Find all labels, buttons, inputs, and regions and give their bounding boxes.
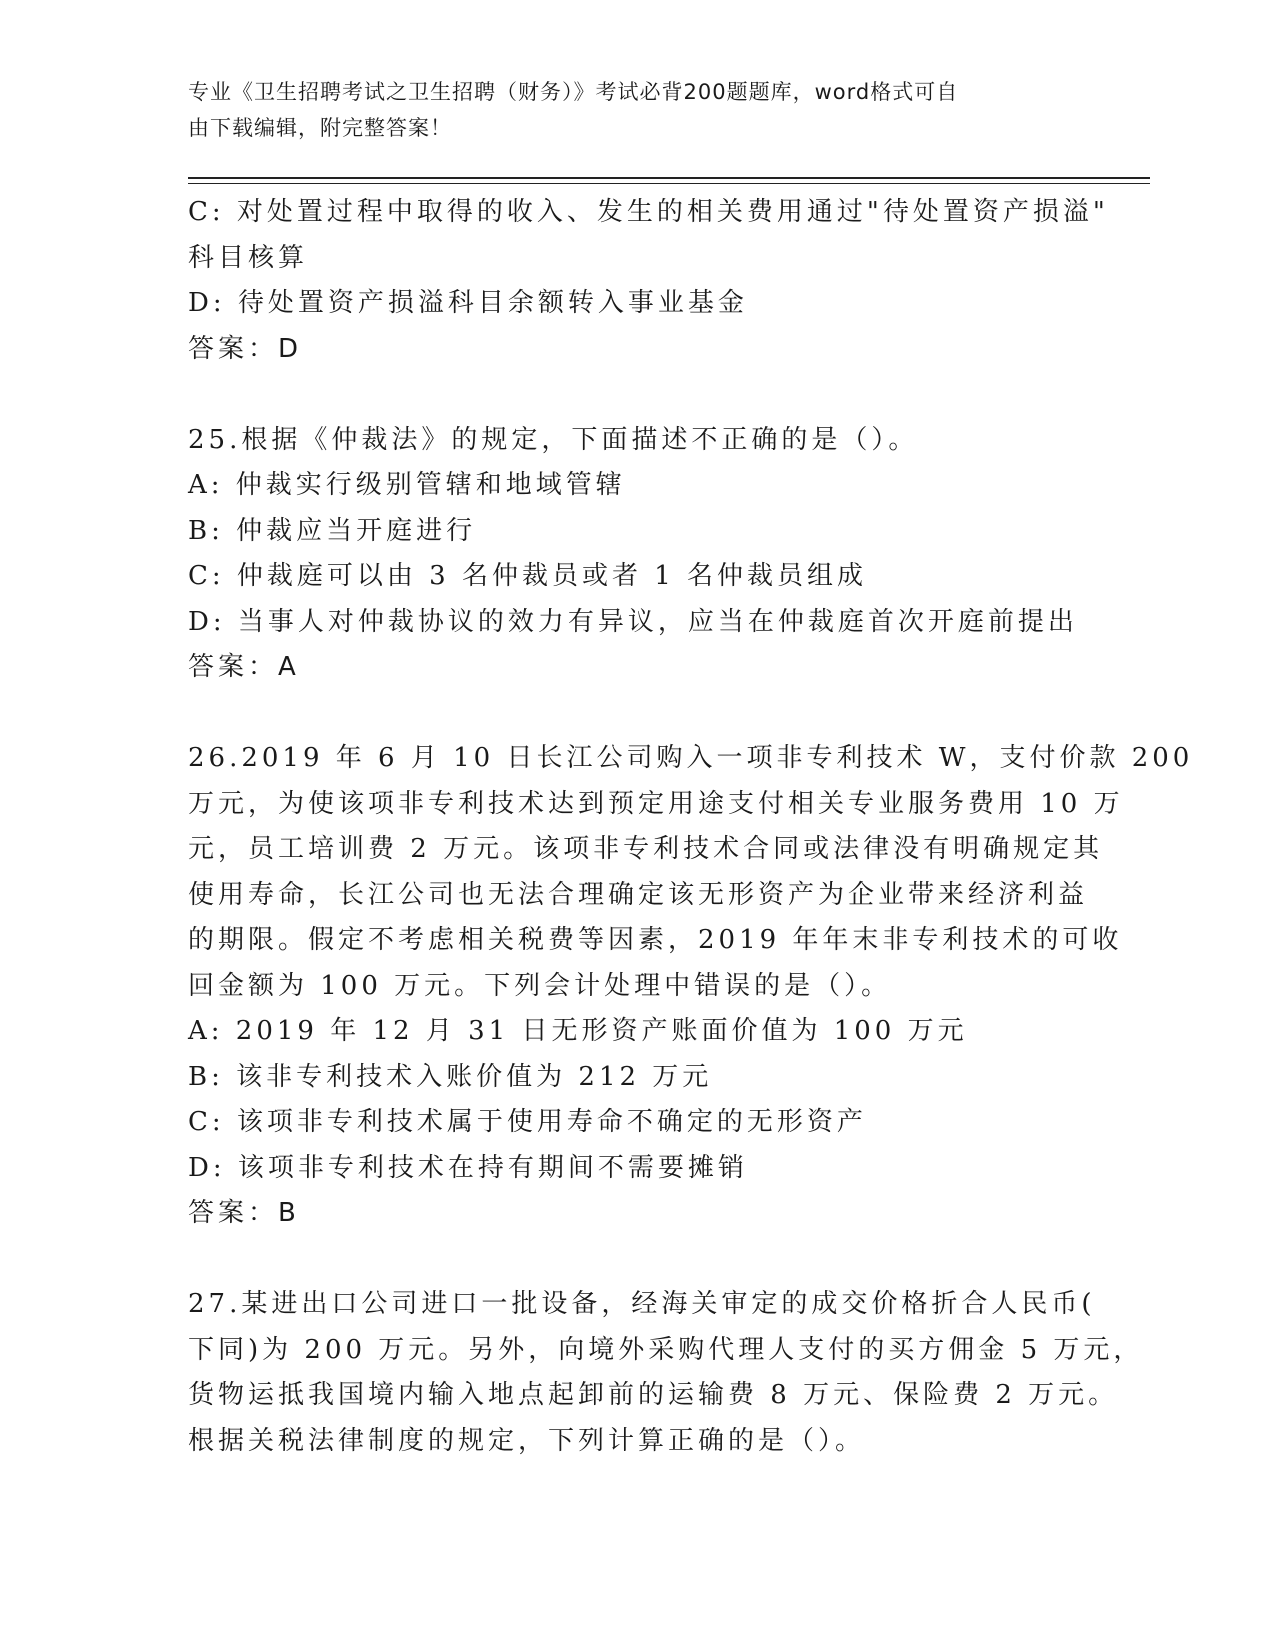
question-text: 元，员工培训费 2 万元。该项非专利技术合同或法律没有明确规定其 (188, 834, 1104, 864)
option-b: B: 该非专利技术入账价值为 212 万元 (188, 1061, 713, 1092)
option-d: D: 待处置资产损溢科目余额转入事业基金 (188, 288, 748, 318)
header-divider (188, 177, 1150, 179)
question-text: 25.根据《仲裁法》的规定，下面描述不正确的是（）。 (188, 424, 919, 455)
question-text: 26.2019 年 6 月 10 日长江公司购入一项非专利技术 W，支付价款 200 (188, 743, 1194, 773)
answer-line: 答案：D (188, 333, 303, 364)
spacer (188, 691, 1078, 737)
question-text: 27.某进出口公司进口一批设备，经海关审定的成交价格折合人民币( (188, 1289, 1096, 1319)
question-body (188, 190, 1194, 1464)
answer-line: 答案：B (188, 1198, 300, 1228)
header-line: 由下载编辑，附完整答案！ (188, 116, 452, 140)
header-line: 专业《卫生招聘考试之卫生招聘（财务）》考试必背200题题库，word格式可自 (188, 80, 959, 104)
question-block (188, 1282, 1144, 1464)
option-a: A: 仲裁实行级别管辖和地域管辖 (188, 470, 626, 500)
answer-line: 答案：A (188, 652, 300, 682)
spacer (188, 372, 1078, 418)
option-d: D: 当事人对仲裁协议的效力有异议，应当在仲裁庭首次开庭前提出 (188, 606, 1078, 637)
question-text: 回金额为 100 万元。下列会计处理中错误的是（）。 (188, 970, 892, 1001)
question-text: 的期限。假定不考虑相关税费等因素，2019 年年末非专利技术的可收 (188, 925, 1123, 955)
option-c-continued: 科目核算 (188, 242, 309, 273)
option-a: A: 2019 年 12 月 31 日无形资产账面价值为 100 万元 (188, 1016, 968, 1046)
question-text: 万元，为使该项非专利技术达到预定用途支付相关专业服务费用 10 万 (188, 788, 1124, 819)
option-c: C: 仲裁庭可以由 3 名仲裁员或者 1 名仲裁员组成 (188, 561, 868, 591)
option-c: C: 对处置过程中取得的收入、发生的相关费用通过"待处置资产损溢" (188, 197, 1109, 227)
question-text: 使用寿命，长江公司也无法合理确定该无形资产为企业带来经济利益 (188, 879, 1089, 910)
option-c: C: 该项非专利技术属于使用寿命不确定的无形资产 (188, 1107, 867, 1137)
document-header (188, 74, 1088, 146)
question-block (188, 190, 1109, 372)
question-text: 根据关税法律制度的规定，下列计算正确的是（）。 (188, 1425, 866, 1456)
header-divider (188, 183, 1150, 184)
spacer (188, 1237, 1078, 1283)
question-text: 货物运抵我国境内输入地点起卸前的运输费 8 万元、保险费 2 万元。 (188, 1380, 1119, 1410)
option-b: B: 仲裁应当开庭进行 (188, 515, 477, 546)
question-block (188, 418, 1078, 691)
question-block (188, 736, 1194, 1237)
question-text: 下同)为 200 万元。另外，向境外采购代理人支付的买方佣金 5 万元， (188, 1334, 1144, 1365)
option-d: D: 该项非专利技术在持有期间不需要摊销 (188, 1152, 748, 1183)
